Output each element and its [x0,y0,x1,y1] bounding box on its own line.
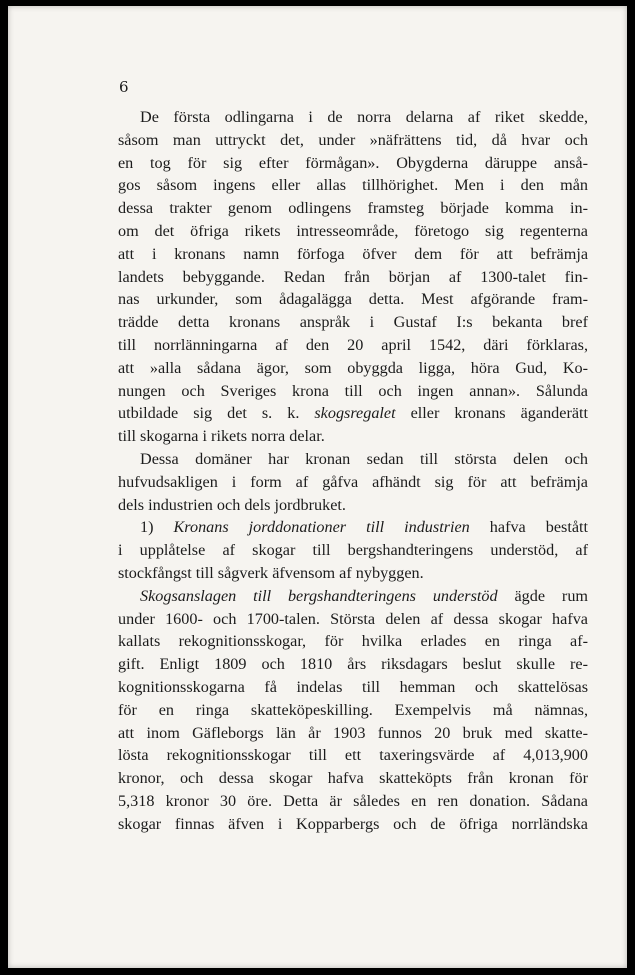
text-line: kognitionsskogarna få indelas till hemman och skattelösas [118,677,588,696]
body-text [118,106,588,836]
text-segment: ägde rum [514,586,588,605]
text-line: att i kronans namn förfoga öfver dem för att befrämja [118,244,588,263]
text-line: dessa trakter genom odlingens framsteg började komma in- [118,199,588,218]
text-line: till skogarna i rikets norra delar. [118,427,325,446]
text-segment: hafva bestått [489,518,589,537]
text-segment: eller kronans äganderätt [410,404,589,423]
text-line: nungen och Sveriges krona till och ingen annan». Sålunda [118,381,588,400]
page-number: 6 [119,78,129,96]
text-line: 5,318 kronor 30 öre. Detta är således en ren donation. Sådana [118,791,588,810]
text-line: dels industrien och dels jordbruket. [118,495,346,514]
book-page [8,6,627,968]
text-line: att »alla sådana ägor, som obyggda ligga, höra Gud, Ko- [118,358,588,377]
text-line: i upplåtelse af skogar till bergshandteringens understöd, af [118,541,588,560]
text-line: lösta rekognitionsskogar till ett taxeringsvärde af 4,013,900 [118,746,588,765]
text-line: gos såsom ingens eller allas tillhörighet. Men i den mån [118,176,588,195]
text-segment: utbildade sig det s. k. [118,404,300,423]
list-number: 1) [140,518,154,537]
text-line: under 1600- och 1700-talen. Största delen af dessa skogar hafva [118,609,588,628]
text-line: skogar finnas äfven i Kopparbergs och de öfriga norrländska [118,814,588,833]
text-line: De första odlingarna i de norra delarna af riket skedde, [140,108,588,126]
text-line: Dessa domäner har kronan sedan till största delen och [140,449,588,468]
text-line: för en ringa skatteköpeskilling. Exempelvis må nämnas, [118,700,588,719]
text-line [118,585,588,608]
text-line: kallats rekognitionsskogar, för hvilka erlades en ringa af- [118,632,588,651]
text-line: nas urkunder, som ådagalägga detta. Mest afgörande fram- [118,290,588,309]
text-line: till norrlänningarna af den 20 april 1542, däri förklaras, [118,335,588,354]
text-line: stockfångst till sågverk äfvensom af nybyggen. [118,563,424,582]
text-line: trädde detta kronans anspråk i Gustaf I:s bekanta bref [118,313,588,332]
text-line: att inom Gäfleborgs län år 1903 funnos 20 bruk med skatte- [118,723,588,742]
italic-term: skogsregalet [314,404,396,423]
italic-heading: Kronans jorddonationer till industrien [173,518,470,537]
text-line: landets bebyggande. Redan från början af 1300-talet fin- [118,267,588,286]
text-line: kronor, och dessa skogar hafva skatteköpts från kronan för [118,769,588,788]
text-line: hufvudsakligen i form af gåfva afhändt sig för att befrämja [118,472,588,491]
text-line [118,402,588,425]
text-line: gift. Enligt 1809 och 1810 års riksdagars beslut skulle re- [118,655,588,674]
italic-heading: Skogsanslagen till bergshandteringens understöd [140,586,498,605]
paragraph-2 [118,448,588,516]
paragraph-4 [118,585,588,836]
paragraph-1 [118,106,588,448]
text-line: en tog för sig efter förmågan». Obygderna däruppe anså- [118,153,588,172]
paragraph-3 [118,516,588,584]
text-line [118,516,588,539]
text-line: såsom man uttryckt det, under »näfrättens tid, då hvar och [118,130,588,149]
text-line: om det öfriga rikets intresseområde, företogo sig regenterna [118,221,588,240]
